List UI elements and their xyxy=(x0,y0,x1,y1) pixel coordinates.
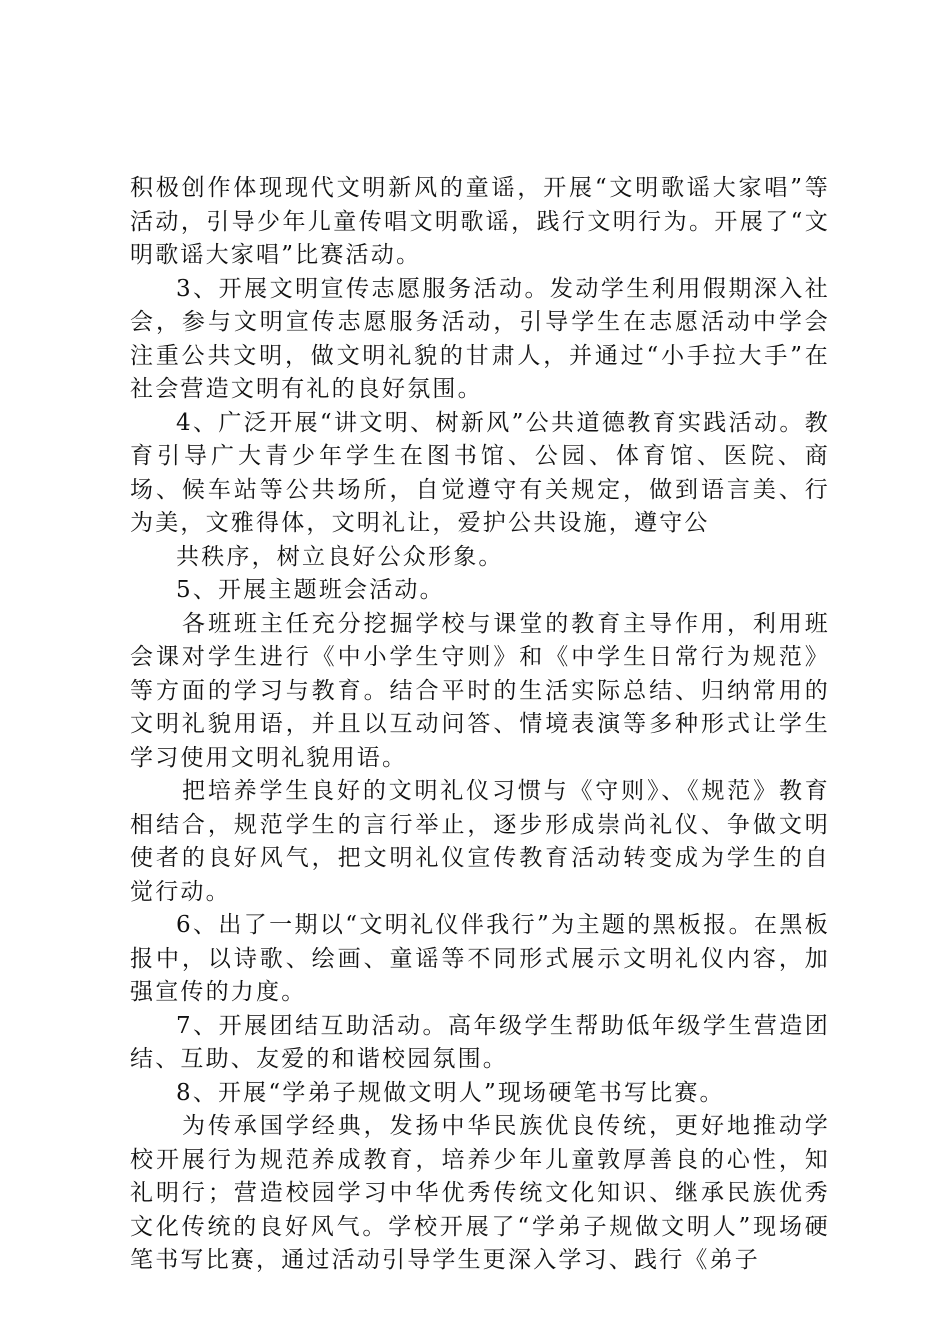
document-body xyxy=(130,172,830,1278)
paragraph-etiquette-habits: 把培养学生良好的文明礼仪习惯与《守则》、《规范》教育相结合，规范学生的言行举止，逐步形成崇尚礼仪、争做文明使者的良好风气，把文明礼仪宣传教育活动转变成为学生的自觉行动。 xyxy=(130,778,830,905)
paragraph-children-songs: 积极创作体现现代文明新风的童谣，开展“文明歌谣大家唱”等活动，引导少年儿童传唱文明歌谣，践行文明行为。开展了“文明歌谣大家唱”比赛活动。 xyxy=(130,175,830,268)
paragraph-class-meeting: 各班班主任充分挖掘学校与课堂的教育主导作用，利用班会课对学生进行《中小学生守则》和《中学生日常行为规范》等方面的学习与教育。结合平时的生活实际总结、归纳常用的文明礼貌用语，并且以互动问答、情境表演等多种形式让学生学习使用文明礼貌用语。 xyxy=(130,610,830,771)
paragraph-calligraphy-contest: 为传承国学经典，发扬中华民族优良传统，更好地推动学校开展行为规范养成教育，培养少年儿童敦厚善良的心性，知礼明行；营造校园学习中华优秀传统文化知识、继承民族优秀文化传统的良好风气。学校开展了“学弟子规做文明人”现场硬笔书写比赛，通过活动引导学生更深入学习、践行《弟子 xyxy=(130,1113,830,1273)
paragraph-class-meeting-heading: 5、开展主题班会活动。 xyxy=(176,577,445,603)
paragraph-blackboard: 6、出了一期以“文明礼仪伴我行”为主题的黑板报。在黑板报中，以诗歌、绘画、童谣等不同形式展示文明礼仪内容，加强宣传的力度。 xyxy=(130,912,830,1005)
paragraph-volunteer-service: 3、开展文明宣传志愿服务活动。发动学生利用假期深入社会，参与文明宣传志愿服务活动，引导学生在志愿活动中学会注重公共文明，做文明礼貌的甘肃人，并通过“小手拉大手”在社会营造文明有礼的良好氛围。 xyxy=(130,275,830,402)
paragraph-calligraphy-heading: 8、开展“学弟子规做文明人”现场硬笔书写比赛。 xyxy=(176,1079,725,1106)
paragraph-public-order: 共秩序，树立良好公众形象。 xyxy=(176,543,504,570)
paragraph-public-morality: 4、广泛开展“讲文明、树新风”公共道德教育实践活动。教育引导广大青少年学生在图书馆、公园、体育馆、医院、商场、候车站等公共场所，自觉遵守有关规定，做到语言美、行为美，文雅得体，文明礼让，爱护公共设施，遵守公 xyxy=(130,409,830,536)
paragraph-mutual-help: 7、开展团结互助活动。高年级学生帮助低年级学生营造团结、互助、友爱的和谐校园氛围。 xyxy=(130,1012,830,1072)
